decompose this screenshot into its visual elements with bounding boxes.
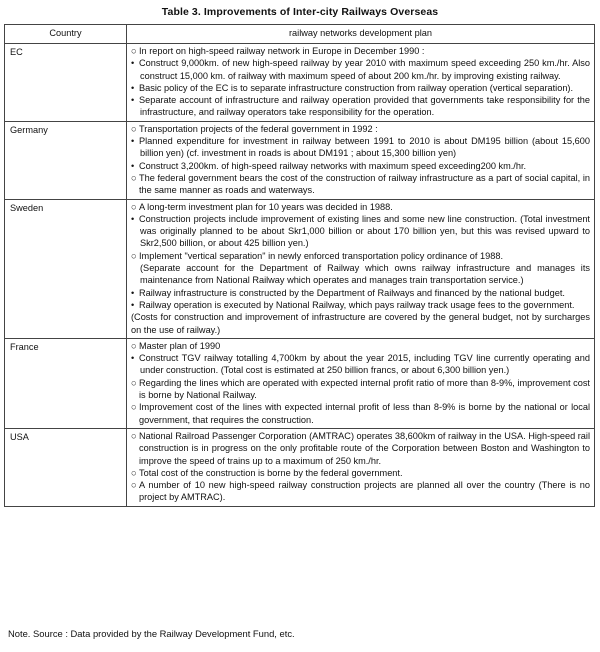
plan-cell: [127, 44, 595, 122]
dot-bullet-icon: •: [131, 95, 135, 106]
plan-line-text: Construction projects include improvement of existing lines and some new line construction. (Total investment was originally planned to be about Skr1,000 billion or about 170 billion yen, but this was revised upward to Skr2,500 billion, or about 425 billion yen.): [139, 213, 590, 249]
plan-cell: [127, 428, 595, 506]
circle-bullet-icon: ○: [131, 340, 137, 351]
circle-bullet-icon: ○: [131, 430, 137, 441]
table-title: Table 3. Improvements of Inter-city Railways Overseas: [161, 6, 439, 18]
circle-bullet-icon: ○: [131, 123, 137, 134]
country-cell: EC: [5, 44, 127, 122]
plan-line-text: Construct TGV railway totalling 4,700km by about the year 2015, including TGV line currently operating and under construction. (Total cost is estimated at 250 billion francs, or about 6,300 billion yen.): [139, 353, 590, 376]
plan-line-text: Separate account of infrastructure and railway operation provided that governments take responsibility for the infrastructure, and railway operators take responsibility for the operation.: [139, 95, 590, 118]
plan-line: [131, 213, 590, 250]
plan-line: [131, 287, 590, 299]
plan-line-text: Implement "vertical separation" in newly enforced transportation policy ordinance of 1988.: [139, 250, 504, 261]
circle-bullet-icon: ○: [131, 46, 137, 56]
dot-bullet-icon: •: [131, 82, 135, 93]
plan-line-text: A long-term investment plan for 10 years was decided in 1988.: [139, 201, 393, 212]
plan-line-text: Master plan of 1990: [139, 340, 221, 351]
plan-line: [131, 352, 590, 377]
plan-line: [131, 467, 590, 479]
railway-improvements-table: [4, 24, 595, 507]
plan-line: [131, 135, 590, 160]
plan-line: [131, 430, 590, 467]
plan-line-text: Basic policy of the EC is to separate infrastructure construction from railway operation (vertical separation).: [139, 82, 574, 93]
plan-line-text: Total cost of the construction is borne by the federal government.: [139, 467, 403, 478]
plan-line: [131, 123, 590, 135]
circle-bullet-icon: ○: [131, 201, 137, 212]
table-row: [5, 44, 595, 122]
circle-bullet-icon: ○: [131, 250, 137, 261]
plan-column-header: railway networks development plan: [127, 25, 595, 44]
plan-line-text: Transportation projects of the federal government in 1992 :: [139, 123, 378, 134]
source-note: Note. Source : Data provided by the Railway Development Fund, etc.: [8, 628, 295, 639]
table-row: [5, 338, 595, 428]
plan-line: [131, 94, 590, 119]
plan-line: [131, 479, 590, 504]
country-cell: Sweden: [5, 199, 127, 338]
plan-line: [131, 377, 590, 402]
table-row: [5, 199, 595, 338]
dot-bullet-icon: •: [131, 58, 135, 69]
plan-line: [131, 160, 590, 172]
plan-line: [131, 250, 590, 262]
plan-line-text: Planned expenditure for investment in railway between 1991 to 2010 is about DM195 billion (about 15,600 billion yen) (cf. investment in roads is about DM191 ; about 15,300 billion yen): [139, 136, 590, 159]
plan-line: [131, 45, 590, 57]
plan-line-text: In report on high-speed railway network in Europe in December 1990 :: [139, 46, 425, 56]
circle-bullet-icon: ○: [131, 467, 137, 478]
plan-cell: [127, 121, 595, 199]
table-row: [5, 428, 595, 506]
plan-line: [131, 82, 590, 94]
plan-line-text: (Separate account for the Department of Railway which owns railway infrastructure and manages its maintenance from National Railway which operates and manages train transportation service.): [140, 263, 590, 286]
plan-cell: [127, 338, 595, 428]
circle-bullet-icon: ○: [131, 172, 137, 183]
dot-bullet-icon: •: [131, 213, 135, 224]
plan-line-text: Regarding the lines which are operated with expected internal profit ratio of more than 8-9%, improvement cost is borne by National Railway.: [139, 377, 590, 401]
plan-line-text: A number of 10 new high-speed railway construction projects are planned all over the country (There is no project by AMTRAC).: [139, 480, 590, 503]
plan-line: [131, 172, 590, 197]
dot-bullet-icon: •: [131, 287, 135, 298]
plan-line-text: Railway infrastructure is constructed by the Department of Railways and financed by the national budget.: [139, 287, 565, 298]
dot-bullet-icon: •: [131, 299, 135, 310]
table-row: [5, 121, 595, 199]
country-cell: USA: [5, 428, 127, 506]
plan-line-text: Construct 3,200km. of high-speed railway networks with maximum speed exceeding200 km./hr.: [139, 160, 527, 171]
dot-bullet-icon: •: [131, 353, 135, 364]
plan-line-text: National Railroad Passenger Corporation (AMTRAC) operates 38,600km of railway in the USA. High-speed rail construction is in progress on the only profitable route of the Corporation between Boston and Washington to improve the speed of trains up to a maximum of 250 km./hr.: [139, 430, 590, 466]
dot-bullet-icon: •: [131, 160, 135, 171]
plan-line: [131, 340, 590, 352]
dot-bullet-icon: •: [131, 136, 135, 147]
country-column-header: Country: [5, 25, 127, 44]
table-header-row: [5, 25, 595, 44]
plan-line-text: Railway operation is executed by National Railway, which pays railway track usage fees to the government.: [139, 299, 575, 310]
plan-line: [131, 262, 590, 287]
plan-line: [131, 299, 590, 311]
plan-line-text: The federal government bears the cost of the construction of railway infrastructure as a part of social capital, in the same manner as roads and waterways.: [139, 172, 590, 196]
plan-line: [131, 311, 590, 336]
plan-line-text: Improvement cost of the lines with expected internal profit of less than 8-9% is borne by the national or local government, that requires the construction.: [139, 402, 590, 425]
plan-line: [131, 201, 590, 213]
country-cell: France: [5, 338, 127, 428]
plan-line-text: Construct 9,000km. of new high-speed railway by year 2010 with maximum speed exceeding 250 km./hr. Also construct 15,000 km. of railway with maximum speed of about 200 km./hr. by improving existing railway.: [139, 58, 590, 81]
table-body: [5, 44, 595, 507]
circle-bullet-icon: ○: [131, 402, 137, 413]
plan-line: [131, 57, 590, 82]
circle-bullet-icon: ○: [131, 480, 137, 491]
country-cell: Germany: [5, 121, 127, 199]
plan-line-text: (Costs for construction and improvement of infrastructure are covered by the general budget, not by surcharges on the use of railway.): [131, 312, 590, 335]
circle-bullet-icon: ○: [131, 377, 137, 388]
plan-cell: [127, 199, 595, 338]
plan-line: [131, 401, 590, 426]
